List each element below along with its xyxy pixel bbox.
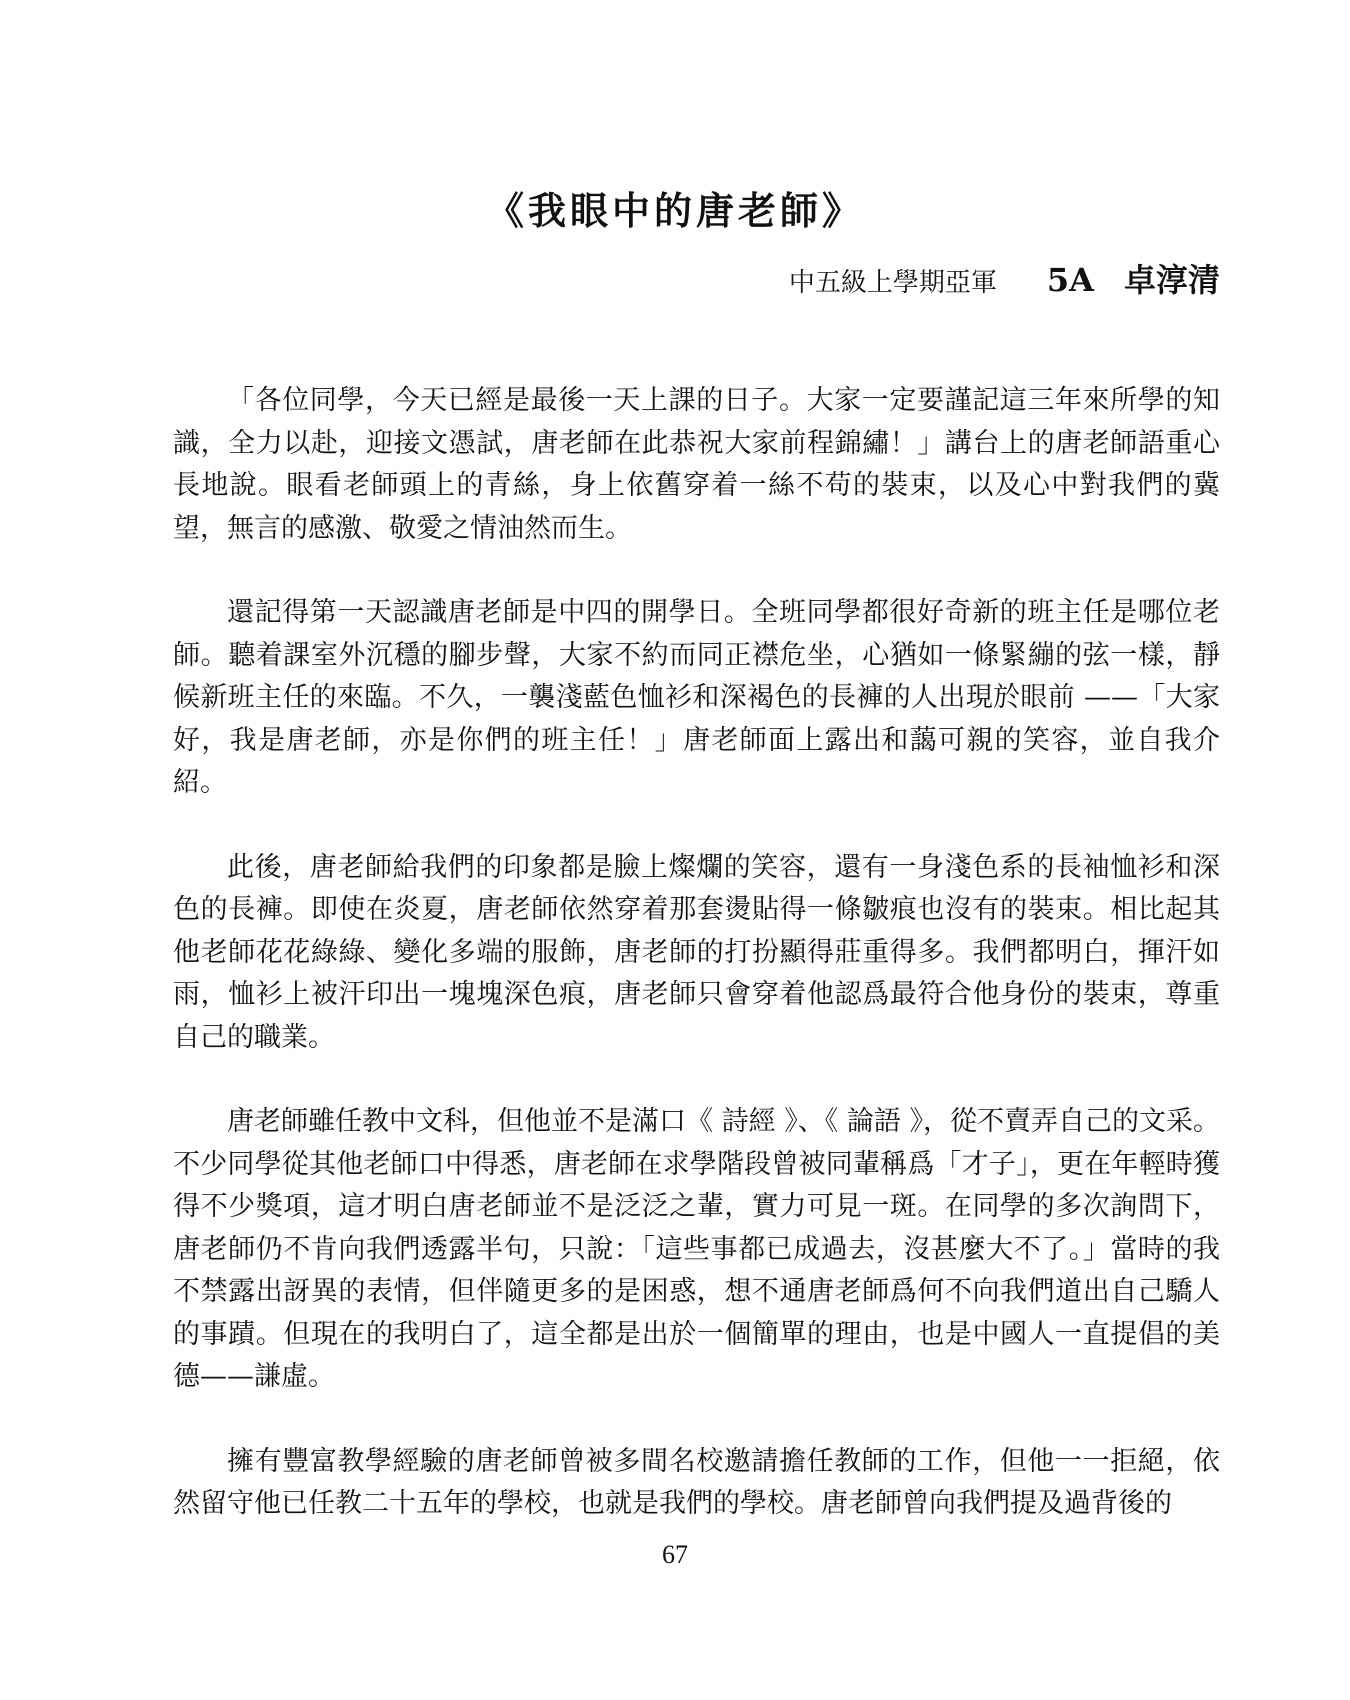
- paragraph: 唐老師雖任教中文科，但他並不是滿口《 詩經 》、《 論語 》，從不賣弄自己的文采。不少同學從其他老師口中得悉，唐老師在求學階段曾被同輩稱爲「才子」，更在年輕時獲得不少獎項，這才明白唐老師並不是泛泛之輩，實力可見一斑。在同學的多次詢問下，唐老師仍不肯向我們透露半句，只說：「這些事都已成過去，沒甚麼大不了。」當時的我不禁露出訝異的表情，但伴隨更多的是困惑，想不通唐老師爲何不向我們道出自己驕人的事蹟。但現在的我明白了，這全都是出於一個簡單的理由，也是中國人一直提倡的美德——謙虛。: [173, 1106, 1220, 1392]
- award-label: 中五級上學期亞軍: [788, 268, 997, 298]
- paragraph: 此後，唐老師給我們的印象都是臉上燦爛的笑容，還有一身淺色系的長袖恤衫和深色的長褲。即使在炎夏，唐老師依然穿着那套燙貼得一條皺痕也沒有的裝束。相比起其他老師花花綠綠、變化多端的服飾，唐老師的打扮顯得莊重得多。我們都明白，揮汗如雨，恤衫上被汗印出一塊塊深色痕，唐老師只會穿着他認爲最符合他身份的裝束，尊重自己的職業。: [173, 851, 1220, 1053]
- class-label: 5A: [1046, 261, 1094, 299]
- paragraph: 擁有豐富教學經驗的唐老師曾被多間名校邀請擔任教師的工作，但他一一拒絕，依然留守他已任教二十五年的學校，也就是我們的學校。唐老師曾向我們提及過背後的: [173, 1445, 1220, 1519]
- byline: [789, 255, 1220, 301]
- author-name: 卓淳清: [1123, 261, 1220, 299]
- essay-body: [173, 380, 1220, 1568]
- essay-title: 《我眼中的唐老師》: [485, 189, 864, 233]
- paragraph: 「各位同學，今天已經是最後一天上課的日子。大家一定要謹記這三年來所學的知識，全力以赴，迎接文憑試，唐老師在此恭祝大家前程錦繡！」講台上的唐老師語重心長地說。眼看老師頭上的青絲，身上依舊穿着一絲不苟的裝束，以及心中對我們的冀望，無言的感激、敬愛之情油然而生。: [173, 385, 1220, 544]
- page-number: 67: [662, 1540, 688, 1569]
- paragraph: 還記得第一天認識唐老師是中四的開學日。全班同學都很好奇新的班主任是哪位老師。聽着課室外沉穩的腳步聲，大家不約而同正襟危坐，心猶如一條緊繃的弦一樣，靜候新班主任的來臨。不久，一襲淺藍色恤衫和深褐色的長褲的人出現於眼前 ——「大家好，我是唐老師，亦是你們的班主任！」唐老師面上露出和藹可親的笑容，並自我介紹。: [173, 597, 1220, 798]
